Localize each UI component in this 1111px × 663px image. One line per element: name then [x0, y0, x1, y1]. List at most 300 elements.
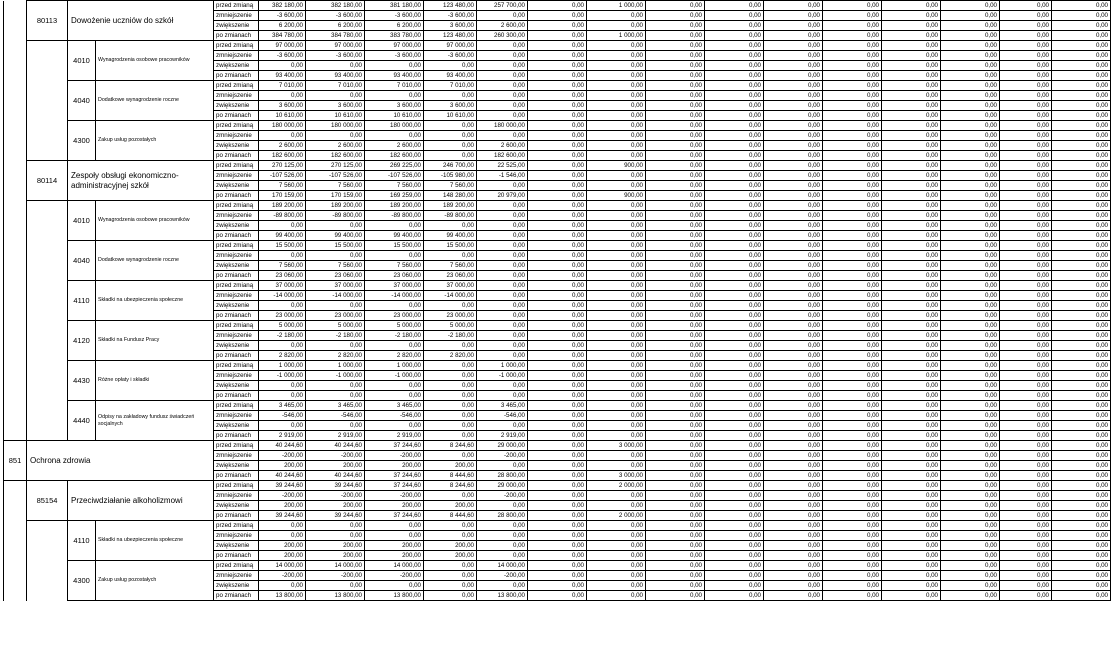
value-cell: 0,00	[365, 391, 424, 401]
value-cell: -14 000,00	[424, 291, 477, 301]
value-cell: 0,00	[259, 221, 306, 231]
value-cell: 0,00	[823, 291, 882, 301]
row-label: zmniejszenie	[214, 171, 259, 181]
value-cell: 0,00	[705, 501, 764, 511]
value-cell: 0,00	[1000, 21, 1052, 31]
value-cell: 0,00	[941, 481, 1000, 491]
value-cell: 0,00	[882, 291, 941, 301]
value-cell: 0,00	[764, 461, 823, 471]
value-cell: 0,00	[1000, 521, 1052, 531]
value-cell: 0,00	[528, 201, 587, 211]
value-cell: 0,00	[587, 81, 646, 91]
value-cell: 2 000,00	[587, 511, 646, 521]
value-cell: 0,00	[1052, 371, 1111, 381]
value-cell: 0,00	[764, 171, 823, 181]
value-cell: 0,00	[1000, 111, 1052, 121]
value-cell: 0,00	[646, 191, 705, 201]
value-cell: 0,00	[941, 281, 1000, 291]
value-cell: 0,00	[823, 571, 882, 581]
value-cell: 0,00	[365, 131, 424, 141]
value-cell: 0,00	[424, 581, 477, 591]
value-cell: 99 400,00	[365, 231, 424, 241]
value-cell: 15 500,00	[424, 241, 477, 251]
value-cell: 0,00	[705, 481, 764, 491]
value-cell: 0,00	[1000, 221, 1052, 231]
value-cell: 0,00	[528, 31, 587, 41]
value-cell: 0,00	[705, 101, 764, 111]
dzial-cell	[4, 401, 27, 441]
row-label: po zmianach	[214, 191, 259, 201]
value-cell: 0,00	[365, 521, 424, 531]
value-cell: 0,00	[764, 271, 823, 281]
value-cell: 23 060,00	[424, 271, 477, 281]
row-label: zwiększenie	[214, 141, 259, 151]
value-cell: 0,00	[365, 341, 424, 351]
value-cell: 7 010,00	[306, 81, 365, 91]
value-cell: 0,00	[764, 571, 823, 581]
value-cell: 0,00	[587, 181, 646, 191]
value-cell: 0,00	[646, 541, 705, 551]
value-cell: 0,00	[646, 41, 705, 51]
value-cell: 0,00	[882, 181, 941, 191]
value-cell: 0,00	[823, 121, 882, 131]
value-cell: 0,00	[705, 331, 764, 341]
row-label: przed zmianą	[214, 401, 259, 411]
value-cell: 0,00	[941, 211, 1000, 221]
value-cell: 0,00	[1052, 161, 1111, 171]
value-cell: 0,00	[1000, 241, 1052, 251]
value-cell: 0,00	[823, 251, 882, 261]
value-cell: 0,00	[306, 381, 365, 391]
value-cell: 0,00	[941, 411, 1000, 421]
value-cell: 0,00	[941, 61, 1000, 71]
value-cell: 0,00	[1000, 321, 1052, 331]
value-cell: 0,00	[528, 81, 587, 91]
value-cell: 23 000,00	[306, 311, 365, 321]
table-row	[4, 401, 1111, 411]
value-cell: 6 200,00	[365, 21, 424, 31]
value-cell: 2 000,00	[587, 481, 646, 491]
row-label: przed zmianą	[214, 321, 259, 331]
value-cell: 0,00	[941, 331, 1000, 341]
value-cell: 0,00	[259, 61, 306, 71]
row-label: zwiększenie	[214, 181, 259, 191]
value-cell: 1 000,00	[587, 31, 646, 41]
value-cell: 0,00	[941, 1, 1000, 11]
value-cell: 0,00	[764, 391, 823, 401]
value-cell: 0,00	[941, 181, 1000, 191]
value-cell: 0,00	[1052, 391, 1111, 401]
value-cell: 0,00	[882, 581, 941, 591]
paragraf-cell: 4440	[68, 401, 96, 441]
value-cell: 182 600,00	[306, 151, 365, 161]
value-cell: 39 244,60	[306, 511, 365, 521]
value-cell: 0,00	[1052, 311, 1111, 321]
value-cell: 99 400,00	[306, 231, 365, 241]
value-cell: 7 560,00	[424, 261, 477, 271]
value-cell: 0,00	[941, 51, 1000, 61]
value-cell: 0,00	[823, 431, 882, 441]
value-cell: 0,00	[1052, 261, 1111, 271]
value-cell: 0,00	[424, 591, 477, 601]
value-cell: 0,00	[882, 391, 941, 401]
value-cell: 0,00	[1000, 91, 1052, 101]
value-cell: 148 280,00	[424, 191, 477, 201]
value-cell: 200,00	[424, 541, 477, 551]
value-cell: 0,00	[1000, 451, 1052, 461]
value-cell: -1 000,00	[306, 371, 365, 381]
value-cell: 0,00	[1052, 331, 1111, 341]
row-label: po zmianach	[214, 551, 259, 561]
value-cell: 0,00	[764, 131, 823, 141]
value-cell: 0,00	[365, 421, 424, 431]
value-cell: 0,00	[528, 91, 587, 101]
value-cell: 381 180,00	[365, 1, 424, 11]
value-cell: 0,00	[882, 411, 941, 421]
value-cell: 0,00	[528, 181, 587, 191]
value-cell: 0,00	[646, 531, 705, 541]
value-cell: 29 000,00	[477, 481, 528, 491]
value-cell: 0,00	[477, 321, 528, 331]
dzial-cell	[4, 121, 27, 161]
paragraph-name: Dodatkowe wynagrodzenie roczne	[96, 241, 214, 281]
value-cell: 0,00	[1052, 521, 1111, 531]
value-cell: 0,00	[424, 411, 477, 421]
value-cell: 0,00	[528, 161, 587, 171]
value-cell: 0,00	[646, 111, 705, 121]
value-cell: 0,00	[705, 81, 764, 91]
value-cell: 0,00	[1052, 191, 1111, 201]
value-cell: 15 500,00	[306, 241, 365, 251]
value-cell: 0,00	[477, 211, 528, 221]
value-cell: 0,00	[587, 581, 646, 591]
value-cell: 0,00	[587, 461, 646, 471]
value-cell: 0,00	[1000, 171, 1052, 181]
value-cell: -2 180,00	[306, 331, 365, 341]
value-cell: 0,00	[646, 281, 705, 291]
value-cell: 0,00	[764, 151, 823, 161]
value-cell: 5 000,00	[306, 321, 365, 331]
value-cell: 0,00	[764, 61, 823, 71]
value-cell: 0,00	[646, 321, 705, 331]
value-cell: 0,00	[1052, 241, 1111, 251]
value-cell: 0,00	[646, 421, 705, 431]
value-cell: 0,00	[1000, 581, 1052, 591]
value-cell: 0,00	[705, 171, 764, 181]
value-cell: 0,00	[882, 81, 941, 91]
value-cell: 0,00	[705, 241, 764, 251]
value-cell: 0,00	[1052, 111, 1111, 121]
value-cell: 0,00	[528, 121, 587, 131]
value-cell: 0,00	[424, 561, 477, 571]
value-cell: 0,00	[1000, 391, 1052, 401]
row-label: zmniejszenie	[214, 411, 259, 421]
row-label: zmniejszenie	[214, 51, 259, 61]
value-cell: 0,00	[823, 181, 882, 191]
value-cell: 269 225,00	[365, 161, 424, 171]
value-cell: 1 000,00	[259, 361, 306, 371]
value-cell: 0,00	[477, 531, 528, 541]
value-cell: 8 244,60	[424, 441, 477, 451]
value-cell: 0,00	[941, 441, 1000, 451]
value-cell: 0,00	[823, 341, 882, 351]
value-cell: 0,00	[823, 561, 882, 571]
value-cell: 0,00	[941, 291, 1000, 301]
value-cell: 0,00	[477, 291, 528, 301]
value-cell: 0,00	[1000, 491, 1052, 501]
value-cell: 0,00	[823, 441, 882, 451]
value-cell: 0,00	[882, 361, 941, 371]
value-cell: 0,00	[646, 121, 705, 131]
value-cell: 0,00	[646, 291, 705, 301]
value-cell: 0,00	[882, 591, 941, 601]
value-cell: 0,00	[764, 581, 823, 591]
value-cell: 0,00	[477, 581, 528, 591]
value-cell: 0,00	[1052, 101, 1111, 111]
value-cell: 0,00	[705, 591, 764, 601]
value-cell: 0,00	[1052, 271, 1111, 281]
value-cell: 5 000,00	[259, 321, 306, 331]
row-label: zmniejszenie	[214, 91, 259, 101]
value-cell: 182 600,00	[259, 151, 306, 161]
paragraph-name: Składki na ubezpieczenia społeczne	[96, 521, 214, 561]
value-cell: 0,00	[705, 521, 764, 531]
table-row	[4, 81, 1111, 91]
value-cell: 0,00	[587, 291, 646, 301]
value-cell: 200,00	[306, 501, 365, 511]
value-cell: 0,00	[306, 221, 365, 231]
value-cell: 0,00	[528, 11, 587, 21]
value-cell: 0,00	[705, 131, 764, 141]
value-cell: 0,00	[705, 161, 764, 171]
value-cell: 0,00	[941, 491, 1000, 501]
value-cell: 0,00	[646, 581, 705, 591]
value-cell: 0,00	[764, 511, 823, 521]
value-cell: 0,00	[882, 521, 941, 531]
value-cell: 0,00	[1052, 591, 1111, 601]
value-cell: 0,00	[646, 211, 705, 221]
value-cell: 0,00	[705, 151, 764, 161]
value-cell: 0,00	[528, 351, 587, 361]
value-cell: -200,00	[259, 491, 306, 501]
value-cell: 0,00	[424, 121, 477, 131]
value-cell: 0,00	[823, 581, 882, 591]
value-cell: 7 560,00	[365, 261, 424, 271]
value-cell: 10 610,00	[306, 111, 365, 121]
value-cell: -200,00	[259, 571, 306, 581]
value-cell: 0,00	[587, 131, 646, 141]
value-cell: 0,00	[646, 151, 705, 161]
value-cell: 189 200,00	[365, 201, 424, 211]
row-label: przed zmianą	[214, 241, 259, 251]
value-cell: 0,00	[646, 561, 705, 571]
value-cell: 0,00	[424, 361, 477, 371]
value-cell: 0,00	[528, 371, 587, 381]
value-cell: 0,00	[823, 71, 882, 81]
value-cell: 0,00	[941, 511, 1000, 521]
value-cell: 0,00	[823, 261, 882, 271]
value-cell: 0,00	[705, 551, 764, 561]
value-cell: 0,00	[1052, 131, 1111, 141]
paragraph-name: Zakup usług pozostałych	[96, 121, 214, 161]
value-cell: 0,00	[882, 351, 941, 361]
value-cell: 0,00	[941, 101, 1000, 111]
value-cell: 0,00	[1052, 571, 1111, 581]
table-row	[4, 41, 1111, 51]
dzial-cell	[4, 81, 27, 121]
value-cell: 0,00	[1052, 531, 1111, 541]
value-cell: 0,00	[646, 501, 705, 511]
value-cell: 0,00	[941, 161, 1000, 171]
value-cell: 0,00	[477, 521, 528, 531]
value-cell: 0,00	[528, 21, 587, 31]
value-cell: 0,00	[528, 111, 587, 121]
row-label: po zmianach	[214, 311, 259, 321]
value-cell: 0,00	[882, 491, 941, 501]
value-cell: 0,00	[882, 221, 941, 231]
value-cell: 0,00	[705, 401, 764, 411]
value-cell: 189 200,00	[259, 201, 306, 211]
value-cell: 0,00	[941, 11, 1000, 21]
value-cell: 0,00	[646, 591, 705, 601]
value-cell: 0,00	[528, 211, 587, 221]
value-cell: 0,00	[823, 401, 882, 411]
value-cell: 0,00	[306, 131, 365, 141]
value-cell: 0,00	[705, 71, 764, 81]
value-cell: 0,00	[941, 201, 1000, 211]
value-cell: 382 180,00	[306, 1, 365, 11]
value-cell: -89 800,00	[259, 211, 306, 221]
value-cell: 0,00	[365, 61, 424, 71]
value-cell: 0,00	[1000, 141, 1052, 151]
value-cell: 0,00	[882, 481, 941, 491]
value-cell: 200,00	[306, 551, 365, 561]
value-cell: 0,00	[941, 361, 1000, 371]
value-cell: 0,00	[823, 391, 882, 401]
value-cell: 0,00	[764, 111, 823, 121]
value-cell: 0,00	[306, 251, 365, 261]
value-cell: 0,00	[1052, 91, 1111, 101]
value-cell: 0,00	[1000, 211, 1052, 221]
value-cell: 0,00	[1000, 331, 1052, 341]
value-cell: 0,00	[941, 91, 1000, 101]
value-cell: 0,00	[882, 511, 941, 521]
value-cell: 0,00	[1000, 161, 1052, 171]
value-cell: 0,00	[1052, 71, 1111, 81]
value-cell: 0,00	[764, 1, 823, 11]
value-cell: 0,00	[646, 101, 705, 111]
value-cell: 0,00	[764, 241, 823, 251]
value-cell: 0,00	[823, 81, 882, 91]
value-cell: 0,00	[646, 341, 705, 351]
value-cell: 0,00	[705, 431, 764, 441]
rozdzial-cell	[27, 201, 68, 241]
value-cell: 0,00	[882, 141, 941, 151]
value-cell: 0,00	[1052, 451, 1111, 461]
value-cell: 7 560,00	[424, 181, 477, 191]
value-cell: 0,00	[528, 451, 587, 461]
value-cell: 0,00	[1052, 11, 1111, 21]
paragraf-cell: 4120	[68, 321, 96, 361]
value-cell: 3 000,00	[587, 471, 646, 481]
row-label: zwiększenie	[214, 221, 259, 231]
value-cell: 0,00	[823, 21, 882, 31]
value-cell: 0,00	[764, 301, 823, 311]
dzial-cell	[4, 521, 27, 561]
value-cell: 0,00	[1052, 171, 1111, 181]
value-cell: 0,00	[1052, 461, 1111, 471]
value-cell: 39 244,60	[259, 481, 306, 491]
row-label: po zmianach	[214, 351, 259, 361]
value-cell: 0,00	[823, 51, 882, 61]
value-cell: 0,00	[1052, 251, 1111, 261]
value-cell: 0,00	[1000, 311, 1052, 321]
value-cell: 0,00	[823, 41, 882, 51]
value-cell: 0,00	[528, 431, 587, 441]
value-cell: 0,00	[646, 491, 705, 501]
value-cell: 0,00	[882, 161, 941, 171]
value-cell: 0,00	[259, 391, 306, 401]
value-cell: 0,00	[941, 561, 1000, 571]
value-cell: 0,00	[646, 441, 705, 451]
value-cell: 0,00	[587, 51, 646, 61]
value-cell: 0,00	[705, 221, 764, 231]
row-label: przed zmianą	[214, 121, 259, 131]
value-cell: 0,00	[941, 261, 1000, 271]
table-row	[4, 321, 1111, 331]
value-cell: 3 600,00	[306, 101, 365, 111]
value-cell: -3 600,00	[259, 11, 306, 21]
value-cell: 0,00	[477, 341, 528, 351]
value-cell: 0,00	[882, 251, 941, 261]
value-cell: 0,00	[477, 381, 528, 391]
value-cell: 0,00	[646, 411, 705, 421]
row-label: zmniejszenie	[214, 11, 259, 21]
value-cell: 0,00	[705, 311, 764, 321]
value-cell: 7 560,00	[306, 181, 365, 191]
value-cell: 0,00	[764, 551, 823, 561]
value-cell: 0,00	[764, 361, 823, 371]
value-cell: 0,00	[646, 141, 705, 151]
value-cell: 0,00	[882, 21, 941, 31]
value-cell: 0,00	[587, 561, 646, 571]
value-cell: 0,00	[587, 61, 646, 71]
value-cell: 10 610,00	[365, 111, 424, 121]
paragraph-name: Zakup usług pozostałych	[96, 561, 214, 601]
value-cell: 0,00	[882, 91, 941, 101]
value-cell: 0,00	[587, 571, 646, 581]
value-cell: 0,00	[882, 431, 941, 441]
value-cell: 0,00	[823, 131, 882, 141]
value-cell: 0,00	[764, 541, 823, 551]
value-cell: 0,00	[823, 411, 882, 421]
value-cell: 0,00	[1052, 1, 1111, 11]
value-cell: 0,00	[587, 221, 646, 231]
value-cell: 0,00	[941, 151, 1000, 161]
value-cell: 93 400,00	[306, 71, 365, 81]
value-cell: 0,00	[587, 401, 646, 411]
row-label: zmniejszenie	[214, 331, 259, 341]
value-cell: 0,00	[764, 101, 823, 111]
value-cell: 0,00	[823, 521, 882, 531]
value-cell: 0,00	[941, 141, 1000, 151]
value-cell: 189 200,00	[424, 201, 477, 211]
value-cell: 0,00	[1000, 251, 1052, 261]
value-cell: 0,00	[764, 381, 823, 391]
value-cell: 0,00	[646, 161, 705, 171]
paragraph-name: Wynagrodzenia osobowe pracowników	[96, 201, 214, 241]
value-cell: 0,00	[1052, 61, 1111, 71]
